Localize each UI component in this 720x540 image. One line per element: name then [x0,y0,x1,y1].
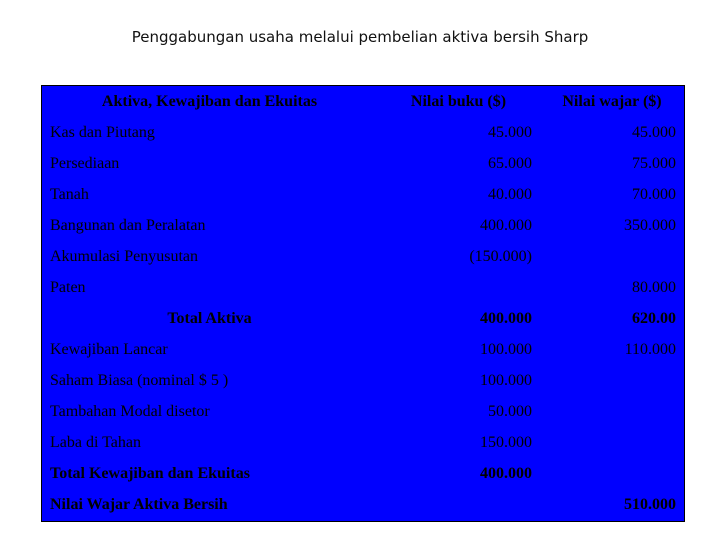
row-book-value [377,272,540,303]
row-fair-value: 110.000 [624,340,676,358]
net-assets-fair-value-row [42,489,684,520]
row-book-value: 65.000 [488,154,532,172]
table-row [42,365,684,396]
row-book-value: 400.000 [480,309,532,327]
row-fair-value: 45.000 [632,123,676,141]
row-book-value: 100.000 [480,340,532,358]
row-book-value: 40.000 [488,185,532,203]
row-label: Laba di Tahan [50,433,141,451]
table-header-row [42,86,684,117]
row-book-value: 400.000 [480,216,532,234]
row-label: Persediaan [50,154,120,172]
page-title: Penggabungan usaha melalui pembelian aktiva bersih Sharp [131,28,589,46]
row-fair-value: 620.00 [632,309,676,327]
row-label: Kas dan Piutang [50,123,155,141]
row-label: Bangunan dan Peralatan [50,216,206,234]
row-fair-value: 510.000 [624,495,676,513]
row-fair-value: 80.000 [632,278,676,296]
row-book-value: 45.000 [488,123,532,141]
row-label: Akumulasi Penyusutan [50,247,198,265]
row-book-value: 50.000 [488,402,532,420]
valuation-table-panel [41,85,685,522]
row-book-value: 150.000 [480,433,532,451]
table-row [42,148,684,179]
row-label: Tambahan Modal disetor [50,402,210,420]
table-row [42,210,684,241]
table-row [42,241,684,272]
row-fair-value [540,427,684,458]
row-fair-value: 70.000 [632,185,676,203]
valuation-table [42,86,684,520]
row-fair-value [540,365,684,396]
table-row [42,272,684,303]
total-liabilities-equity-row [42,458,684,489]
row-label: Kewajiban Lancar [50,340,168,358]
table-row [42,427,684,458]
table-row [42,179,684,210]
row-label: Saham Biasa (nominal $ 5 ) [50,371,229,389]
header-book-value: Nilai buku ($) [410,92,507,110]
row-label: Tanah [50,185,89,203]
row-book-value: 400.000 [480,464,532,482]
row-book-value: 100.000 [480,371,532,389]
row-fair-value [540,241,684,272]
table-row [42,334,684,365]
row-book-value [377,489,540,520]
table-row [42,396,684,427]
row-fair-value [540,458,684,489]
total-assets-row [42,303,684,334]
header-account: Aktiva, Kewajiban dan Ekuitas [101,92,318,110]
header-fair-value: Nilai wajar ($) [562,92,662,110]
row-fair-value: 75.000 [632,154,676,172]
row-fair-value [540,396,684,427]
table-row [42,117,684,148]
row-label: Total Aktiva [167,309,252,327]
row-label: Paten [50,278,86,296]
row-label: Total Kewajiban dan Ekuitas [50,464,250,482]
row-label: Nilai Wajar Aktiva Bersih [50,495,228,513]
row-book-value: (150.000) [469,247,532,265]
row-fair-value: 350.000 [624,216,676,234]
